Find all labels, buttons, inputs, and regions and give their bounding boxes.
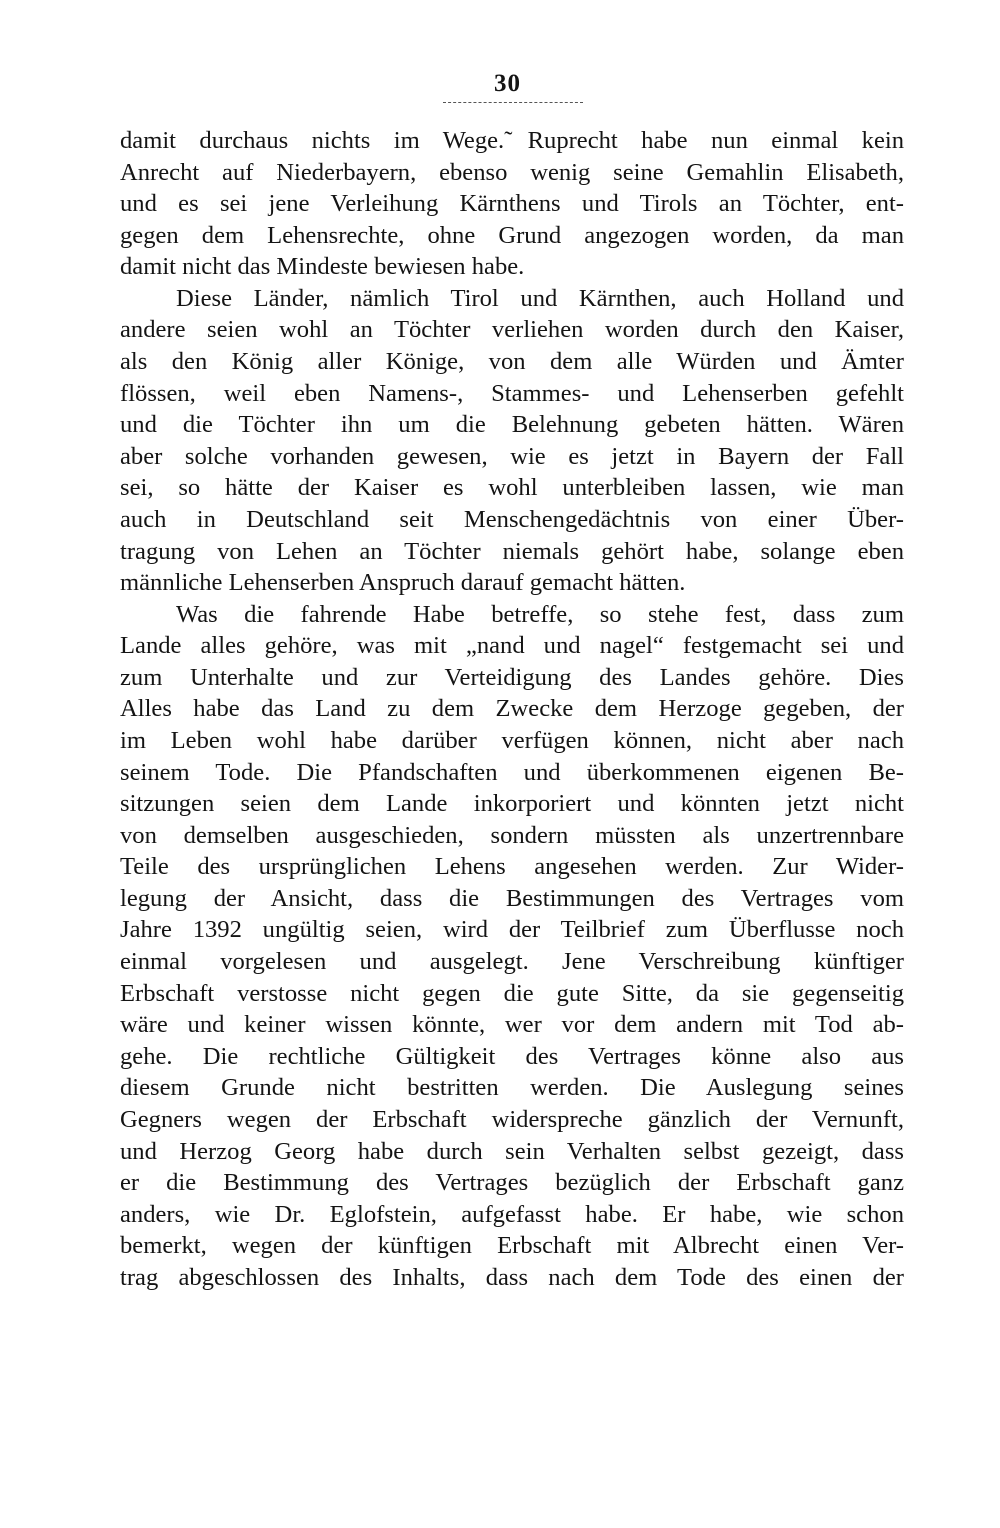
text-line: im Leben wohl habe darüber verfügen können, nicht aber nach	[120, 726, 904, 754]
text-line: sitzungen seien dem Lande inkorporiert und könnten jetzt nicht	[120, 790, 904, 818]
text-line: wäre und keiner wissen könnte, wer vor dem andern mit Tod ab-	[120, 1011, 904, 1039]
text-line: bemerkt, wegen der künftigen Erbschaft mit Albrecht einen Ver-	[120, 1232, 904, 1260]
text-line: seinem Tode. Die Pfandschaften und überkommenen eigenen Be-	[120, 758, 904, 786]
text-line: Gegners wegen der Erbschaft widerspreche gänzlich der Vernunft,	[120, 1105, 904, 1133]
text-line: damit nicht das Mindeste bewiesen habe.	[120, 253, 525, 281]
text-line: andere seien wohl an Töchter verliehen worden durch den Kaiser,	[120, 316, 904, 344]
text-line: und Herzog Georg habe durch sein Verhalten selbst gezeigt, dass	[120, 1137, 904, 1165]
text-line: Was die fahrende Habe betreffe, so stehe fest, dass zum	[176, 600, 904, 628]
text-line: gehe. Die rechtliche Gültigkeit des Vertrages könne also aus	[120, 1042, 904, 1070]
text-line: als den König aller Könige, von dem alle Würden und Ämter	[120, 348, 904, 376]
text-line: Teile des ursprünglichen Lehens angesehen werden. Zur Wider-	[120, 853, 904, 881]
text-line: damit durchaus nichts im Wege.̃ Ruprecht habe nun einmal kein	[120, 127, 904, 154]
text-line: Alles habe das Land zu dem Zwecke dem Herzoge gegeben, der	[120, 695, 904, 723]
text-line: legung der Ansicht, dass die Bestimmungen des Vertrages vom	[120, 884, 904, 912]
text-line: flössen, weil eben Namens-, Stammes- und Lehenserben gefehlt	[120, 379, 904, 407]
text-line: und es sei jene Verleihung Kärnthens und Tirols an Töchter, ent-	[120, 190, 904, 218]
header-rule	[443, 102, 583, 103]
text-line: aber solche vorhanden gewesen, wie es jetzt in Bayern der Fall	[120, 442, 904, 470]
text-line: tragung von Lehen an Töchter niemals gehört habe, solange eben	[120, 537, 904, 565]
text-line: anders, wie Dr. Eglofstein, aufgefasst habe. Er habe, wie schon	[120, 1200, 904, 1228]
text-line: gegen dem Lehensrechte, ohne Grund angezogen worden, da man	[120, 221, 904, 249]
text-line: er die Bestimmung des Vertrages bezüglich der Erbschaft ganz	[120, 1169, 904, 1197]
text-line: von demselben ausgeschieden, sondern müssten als unzertrennbare	[120, 821, 904, 849]
text-line: einmal vorgelesen und ausgelegt. Jene Verschreibung künftiger	[120, 948, 904, 976]
text-line: Lande alles gehöre, was mit „nand und nagel“ festgemacht sei und	[120, 632, 904, 660]
text-line: zum Unterhalte und zur Verteidigung des Landes gehöre. Dies	[120, 663, 904, 691]
text-line: männliche Lehenserben Anspruch darauf gemacht hätten.	[120, 569, 686, 597]
text-line: Anrecht auf Niederbayern, ebenso wenig seine Gemahlin Elisabeth,	[120, 158, 904, 186]
text-line: Diese Länder, nämlich Tirol und Kärnthen, auch Holland und	[176, 284, 904, 312]
text-line: sei, so hätte der Kaiser es wohl unterbleiben lassen, wie man	[120, 474, 904, 502]
text-line: diesem Grunde nicht bestritten werden. Die Auslegung seines	[120, 1074, 904, 1102]
text-line: auch in Deutschland seit Menschengedächtnis von einer Über-	[120, 505, 904, 533]
page-number: 30	[494, 70, 521, 97]
text-line: trag abgeschlossen des Inhalts, dass nach dem Tode des einen der	[120, 1263, 904, 1291]
text-line: Jahre 1392 ungültig seien, wird der Teilbrief zum Überflusse noch	[120, 916, 904, 944]
body-text	[120, 125, 904, 1293]
text-line: Erbschaft verstosse nicht gegen die gute Sitte, da sie gegenseitig	[120, 979, 904, 1007]
text-line: und die Töchter ihn um die Belehnung gebeten hätten. Wären	[120, 411, 904, 439]
